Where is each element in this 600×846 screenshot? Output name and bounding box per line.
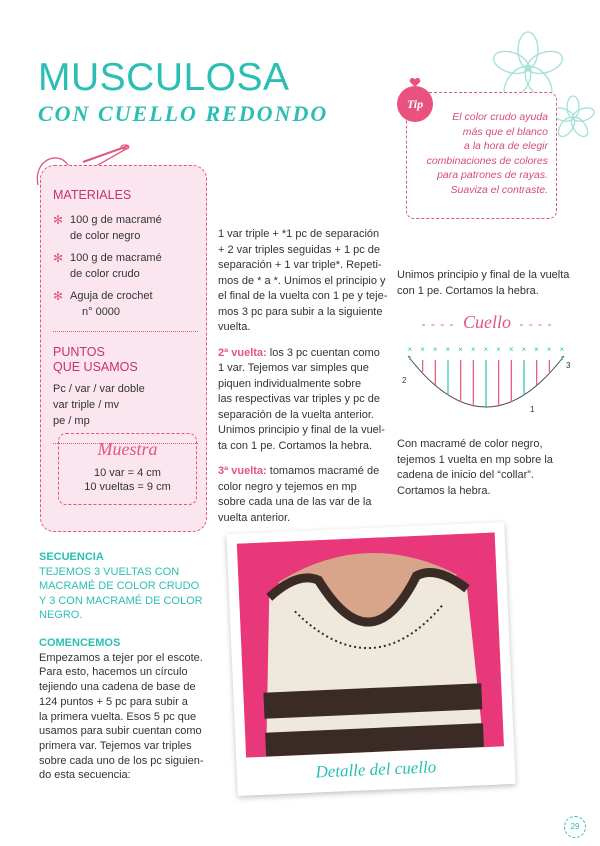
diagram-stitch-mark: ×	[407, 345, 413, 354]
crochet-diagram	[396, 338, 576, 430]
dashes-left: - - - -	[421, 317, 455, 331]
round-label: 2ª vuelta:	[218, 346, 267, 359]
muestra-line: 10 var = 4 cm	[94, 467, 161, 479]
comencemos-line: do esta secuencia:	[39, 769, 131, 782]
secuencia-line: NEGRO.	[39, 609, 83, 621]
diagram-stitch-mark: ×	[470, 345, 476, 354]
text-fragment: los 3 pc cuentan como	[266, 346, 380, 359]
diagram-stitch-mark: ×	[534, 345, 539, 354]
diagram-stitch-mark: ×	[546, 345, 552, 354]
tip-line: más que el blanco	[462, 125, 548, 138]
comencemos-line: usamos para subir cuentan como	[39, 725, 202, 738]
tip-line: Suaviza el contraste.	[450, 183, 548, 196]
material-text: de color crudo	[70, 268, 140, 280]
text-line	[218, 346, 393, 362]
secuencia-line: TEJEMOS 3 VUELTAS CON	[39, 565, 180, 578]
dashes-right: - - - -	[519, 317, 553, 331]
text-line: con 1 pe. Cortamos la hebra.	[397, 284, 539, 297]
text-line: color negro y tejemos en mp	[218, 480, 357, 493]
diagram-stitches	[408, 345, 565, 408]
secuencia-section	[39, 550, 229, 623]
text-line: piquen individualmente sobre	[218, 377, 362, 390]
muestra-box	[58, 433, 197, 505]
right-column-top	[397, 268, 577, 299]
diagram-stitch-mark: ×	[508, 345, 514, 354]
text-line: tejemos 1 vuelta en mp sobre la	[397, 453, 553, 466]
text-line: separación de la vuelta anterior.	[218, 408, 374, 421]
comencemos-line: Empezamos a tejer por el escote.	[39, 651, 203, 664]
page-subtitle: CON CUELLO REDONDO	[38, 101, 329, 126]
muestra-text	[59, 466, 196, 494]
text-line: mos 3 pc para subir a la siguiente	[218, 305, 383, 318]
asterisk-icon: ✻	[53, 289, 64, 303]
comencemos-line: 124 puntos + 5 pc para subir a	[39, 695, 188, 708]
photo-caption: Detalle del cuello	[315, 757, 437, 782]
puntos-list	[53, 381, 198, 429]
paragraph-second	[218, 346, 393, 455]
text-line: 1 var. Tejemos var simples que	[218, 362, 369, 374]
diagram-stitch-mark: ×	[445, 345, 451, 354]
material-text: 100 g de macramé	[70, 214, 162, 226]
material-item	[53, 250, 198, 282]
text-line: Unimos principio y final de la vuel-	[218, 424, 385, 436]
secuencia-line: Y 3 CON MACRAMÉ DE COLOR	[39, 594, 203, 607]
comencemos-section	[39, 636, 229, 783]
tip-line: para patrones de rayas.	[437, 169, 548, 181]
puntos-line: pe / mp	[53, 415, 90, 427]
material-item	[53, 288, 198, 320]
text-line: 1 var triple + *1 pc de separación	[218, 228, 380, 240]
comencemos-line: la primera vuelta. Esos 5 pc que	[39, 710, 197, 723]
middle-column	[218, 227, 393, 526]
asterisk-icon: ✻	[53, 251, 64, 265]
diagram-stitch-mark: ×	[559, 345, 565, 354]
material-text: 100 g de macramé	[70, 252, 162, 264]
text-line: el final de la vuelta con 1 pe y teje-	[218, 290, 388, 302]
text-line: Unimos principio y final de la vuelta	[397, 269, 570, 281]
divider	[53, 331, 198, 332]
diagram-stitch-mark: ×	[458, 345, 463, 354]
material-text: n° 0000	[82, 306, 121, 318]
secuencia-heading: SECUENCIA	[39, 551, 104, 563]
text-line: vuelta anterior.	[218, 511, 291, 524]
diagram-label: 2	[402, 376, 407, 385]
asterisk-icon: ✻	[53, 213, 64, 227]
paragraph-third	[218, 464, 393, 526]
text-fragment: tomamos macramé de	[266, 465, 380, 477]
puntos-line: Pc / var / var doble	[53, 383, 145, 395]
page-title: MUSCULOSA	[38, 56, 290, 99]
diagram-stitch-mark: ×	[521, 345, 527, 354]
right-column-bottom	[397, 437, 587, 499]
diagram-label: 1	[530, 405, 535, 414]
puntos-heading-line: QUE USAMOS	[53, 360, 138, 374]
comencemos-heading: COMENCEMOS	[39, 637, 121, 649]
text-line: cadena de inicio del “collar”.	[397, 469, 534, 481]
puntos-heading	[53, 345, 198, 375]
text-line: las respectivas var triples y pc de	[218, 393, 381, 405]
diagram-stitch-mark: ×	[483, 345, 489, 354]
material-item	[53, 212, 198, 244]
text-line: + 2 var triples seguidas + 1 pc de	[218, 243, 381, 256]
tip-line: El color crudo ayuda	[452, 111, 548, 123]
diagram-stitch-mark: ×	[432, 345, 438, 354]
photo-frame	[226, 522, 515, 796]
tip-badge-label: Tip	[406, 97, 424, 111]
text-line: mos de * a *. Unimos el principio y	[218, 274, 386, 287]
diagram-stitch-mark: ×	[496, 345, 501, 354]
muestra-line: 10 vueltas = 9 cm	[84, 481, 171, 493]
photo-illustration	[237, 532, 504, 757]
text-line: Cortamos la hebra.	[397, 484, 491, 497]
text-line: vuelta.	[218, 321, 251, 333]
materials-heading: MATERIALES	[53, 188, 132, 202]
text-line	[218, 464, 393, 480]
puntos-heading-line: PUNTOS	[53, 345, 105, 359]
comencemos-line: sobre cada uno de los pc siguien-	[39, 754, 204, 767]
comencemos-line: tejiendo una cadena de base de	[39, 681, 196, 694]
text-line: Con macramé de color negro,	[397, 438, 543, 450]
text-line: ta con 1 pe. Cortamos la hebra.	[218, 439, 373, 452]
comencemos-line: primera var. Tejemos var triples	[39, 739, 192, 752]
tip-text	[418, 110, 548, 197]
cuello-heading	[412, 312, 562, 333]
diagram-stitch-mark: ×	[420, 345, 425, 354]
paragraph-first	[218, 227, 393, 336]
puntos-line: var triple / mv	[53, 399, 120, 411]
tip-line: combinaciones de colores	[426, 154, 548, 167]
text-line: sobre cada una de las var de la	[218, 496, 372, 508]
diagram-label: 3	[566, 361, 571, 370]
secuencia-line: MACRAMÉ DE COLOR CRUDO	[39, 580, 200, 592]
material-text: de color negro	[70, 230, 141, 242]
heart-icon	[409, 78, 421, 88]
photo-neck-detail	[237, 532, 504, 757]
cuello-title: Cuello	[463, 312, 511, 332]
comencemos-line: Para esto, hacemos un círculo	[39, 666, 188, 679]
page-number: 29	[564, 816, 586, 838]
tip-line: a la hora de elegir	[463, 140, 548, 152]
text-line: separación + 1 var triple*. Repeti-	[218, 259, 382, 271]
round-label: 3ª vuelta:	[218, 465, 267, 477]
material-text: Aguja de crochet	[70, 290, 153, 302]
muestra-title: Muestra	[97, 439, 158, 459]
